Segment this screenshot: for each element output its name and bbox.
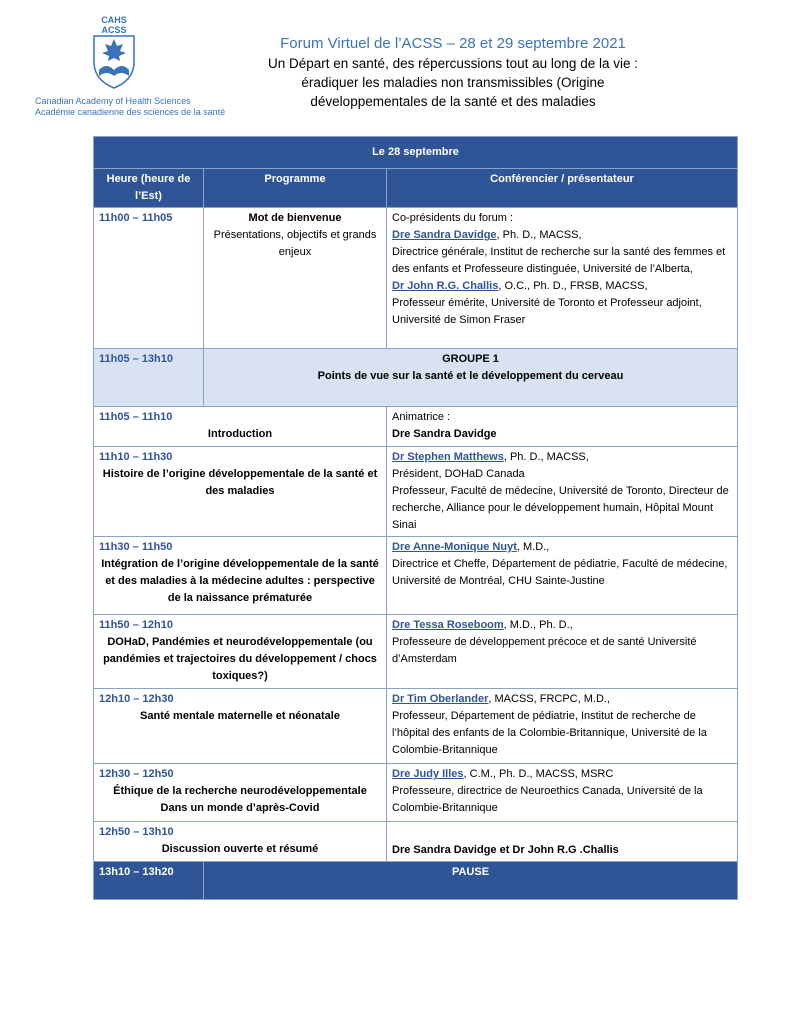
speaker-credentials: , Ph. D., MACSS, xyxy=(496,229,582,241)
row-time-program xyxy=(94,537,387,615)
table-row xyxy=(94,689,738,764)
speaker-affiliation: Directrice générale, Institut de recherche sur la santé des femmes et des enfants et Professeure distinguée, Université de l’Alberta, xyxy=(392,246,726,275)
table-row xyxy=(94,764,738,822)
org-name-en: Canadian Academy of Health Sciences xyxy=(35,96,191,106)
row-time-program xyxy=(94,822,387,862)
speaker-affiliation: Professeure, directrice de Neuroethics Canada, Université de la Colombie-Britannique xyxy=(392,785,703,814)
speaker-credentials: , C.M., Ph. D., MACSS, MSRC xyxy=(463,768,614,780)
program-title: Éthique de la recherche neurodéveloppementale xyxy=(113,785,367,797)
speaker-credentials: , M.D., Ph. D., xyxy=(503,619,573,631)
row-speaker xyxy=(387,615,738,689)
speaker-link[interactable]: Dr John R.G. Challis xyxy=(392,280,499,292)
row-time: 11h50 – 12h10 xyxy=(99,619,174,631)
row-time: 11h00 – 11h05 xyxy=(94,208,204,349)
col-header-program: Programme xyxy=(204,169,387,208)
subtitle-line-2: éradiquer les maladies non transmissibles (Origine xyxy=(301,75,605,90)
program-title: Intégration de l’origine développementale de la santé et des maladies à la médecine adultes : perspective de la naissance prématurée xyxy=(101,558,379,604)
row-time-program xyxy=(94,689,387,764)
speaker-affiliation: Professeur émérite, Université de Toronto et Professeur adjoint, Université de Simon Fraser xyxy=(392,297,702,326)
row-time: 12h30 – 12h50 xyxy=(99,768,174,780)
speaker-link[interactable]: Dr Stephen Matthews xyxy=(392,451,504,463)
speaker-role: Animatrice : xyxy=(392,411,451,423)
speaker-link[interactable]: Dre Sandra Davidge xyxy=(392,229,497,241)
row-speaker xyxy=(387,447,738,537)
row-time-program xyxy=(94,447,387,537)
speaker-intro: Co-présidents du forum : xyxy=(392,212,514,224)
group-heading xyxy=(204,349,738,407)
speaker-link[interactable]: Dr Tim Oberlander xyxy=(392,693,489,705)
pause-label: PAUSE xyxy=(204,862,738,900)
forum-title: Forum Virtuel de l’ACSS – 28 et 29 septembre 2021 xyxy=(280,35,626,52)
speaker-affiliation: Directrice et Cheffe, Département de pédiatrie, Faculté de médecine, Université de Montréal, CHU Sainte-Justine xyxy=(392,558,728,587)
subtitle-line-3: développementales de la santé et des maladies xyxy=(310,94,596,109)
program-title: Mot de bienvenue xyxy=(248,212,342,224)
speaker-affiliation: Professeur, Département de pédiatrie, Institut de recherche de l’hôpital des enfants de la Colombie-Britannique, Université de la Colombie-Britannique xyxy=(392,710,707,756)
pause-row xyxy=(94,862,738,900)
speaker-credentials: , M.D., xyxy=(516,541,550,553)
row-time: 11h30 – 11h50 xyxy=(99,541,173,553)
row-time-program xyxy=(94,615,387,689)
logo-text-cahs: CAHS xyxy=(101,15,127,25)
table-row xyxy=(94,537,738,615)
schedule-table xyxy=(93,136,738,900)
col-header-time: Heure (heure de l’Est) xyxy=(94,169,204,208)
col-header-speaker: Conférencier / présentateur xyxy=(387,169,738,208)
row-speaker xyxy=(387,822,738,862)
row-time: 13h10 – 13h20 xyxy=(94,862,204,900)
table-row xyxy=(94,208,738,349)
organization-name xyxy=(35,96,225,118)
row-speaker xyxy=(387,208,738,349)
program-subtitle: Dans un monde d’après-Covid xyxy=(160,802,320,814)
cahs-logo xyxy=(88,14,140,90)
speaker-affiliation: Professeur, Faculté de médecine, Université de Toronto, Directeur de recherche, Alliance pour le développement humain, Hôpital Mount Sinai xyxy=(392,485,729,531)
table-row xyxy=(94,407,738,447)
speaker-credentials: , O.C., Ph. D., FRSB, MACSS, xyxy=(498,280,648,292)
speaker-affiliation: Président, DOHaD Canada xyxy=(392,468,525,480)
program-title: Introduction xyxy=(207,428,273,440)
speaker-credentials: , Ph. D., MACSS, xyxy=(503,451,589,463)
table-row xyxy=(94,615,738,689)
program-title: DOHaD, Pandémies et neurodéveloppementale (ou pandémies et trajectoires du développement / chocs toxiques?) xyxy=(103,636,377,682)
row-time: 11h05 – 11h10 xyxy=(99,411,173,423)
document-titles xyxy=(238,34,668,111)
row-time: 11h05 – 13h10 xyxy=(94,349,204,407)
row-speaker xyxy=(387,407,738,447)
table-row xyxy=(94,822,738,862)
program-desc: Présentations, objectifs et grands enjeux xyxy=(213,229,377,258)
group-row xyxy=(94,349,738,407)
row-time: 12h10 – 12h30 xyxy=(99,693,174,705)
group-title: Points de vue sur la santé et le développement du cerveau xyxy=(317,370,624,382)
row-speaker xyxy=(387,537,738,615)
program-title: Discussion ouverte et résumé xyxy=(161,843,319,855)
speaker-link[interactable]: Dre Tessa Roseboom xyxy=(392,619,504,631)
program-title: Histoire de l’origine développementale de la santé et des maladies xyxy=(102,468,378,497)
group-label: GROUPE 1 xyxy=(442,353,499,365)
row-time-program xyxy=(94,764,387,822)
row-time-program xyxy=(94,407,387,447)
speaker-names: Dre Sandra Davidge et Dr John R.G .Challis xyxy=(392,844,619,856)
logo-text-acss: ACSS xyxy=(101,25,127,35)
date-header: Le 28 septembre xyxy=(94,137,738,169)
speaker-link[interactable]: Dre Anne-Monique Nuyt xyxy=(392,541,517,553)
speaker-credentials: , MACSS, FRCPC, M.D., xyxy=(488,693,611,705)
row-time: 11h10 – 11h30 xyxy=(99,451,173,463)
subtitle-line-1: Un Départ en santé, des répercussions tout au long de la vie : xyxy=(268,56,638,71)
speaker-affiliation: Professeure de développement précoce et de santé Université d’Amsterdam xyxy=(392,636,697,665)
org-name-fr: Académie canadienne des sciences de la santé xyxy=(35,107,226,117)
row-time: 12h50 – 13h10 xyxy=(99,826,174,838)
row-speaker xyxy=(387,689,738,764)
row-program xyxy=(204,208,387,349)
speaker-link[interactable]: Dre Judy Illes xyxy=(392,768,464,780)
table-row xyxy=(94,447,738,537)
row-speaker xyxy=(387,764,738,822)
speaker-name: Dre Sandra Davidge xyxy=(392,428,497,440)
program-title: Santé mentale maternelle et néonatale xyxy=(140,710,340,722)
